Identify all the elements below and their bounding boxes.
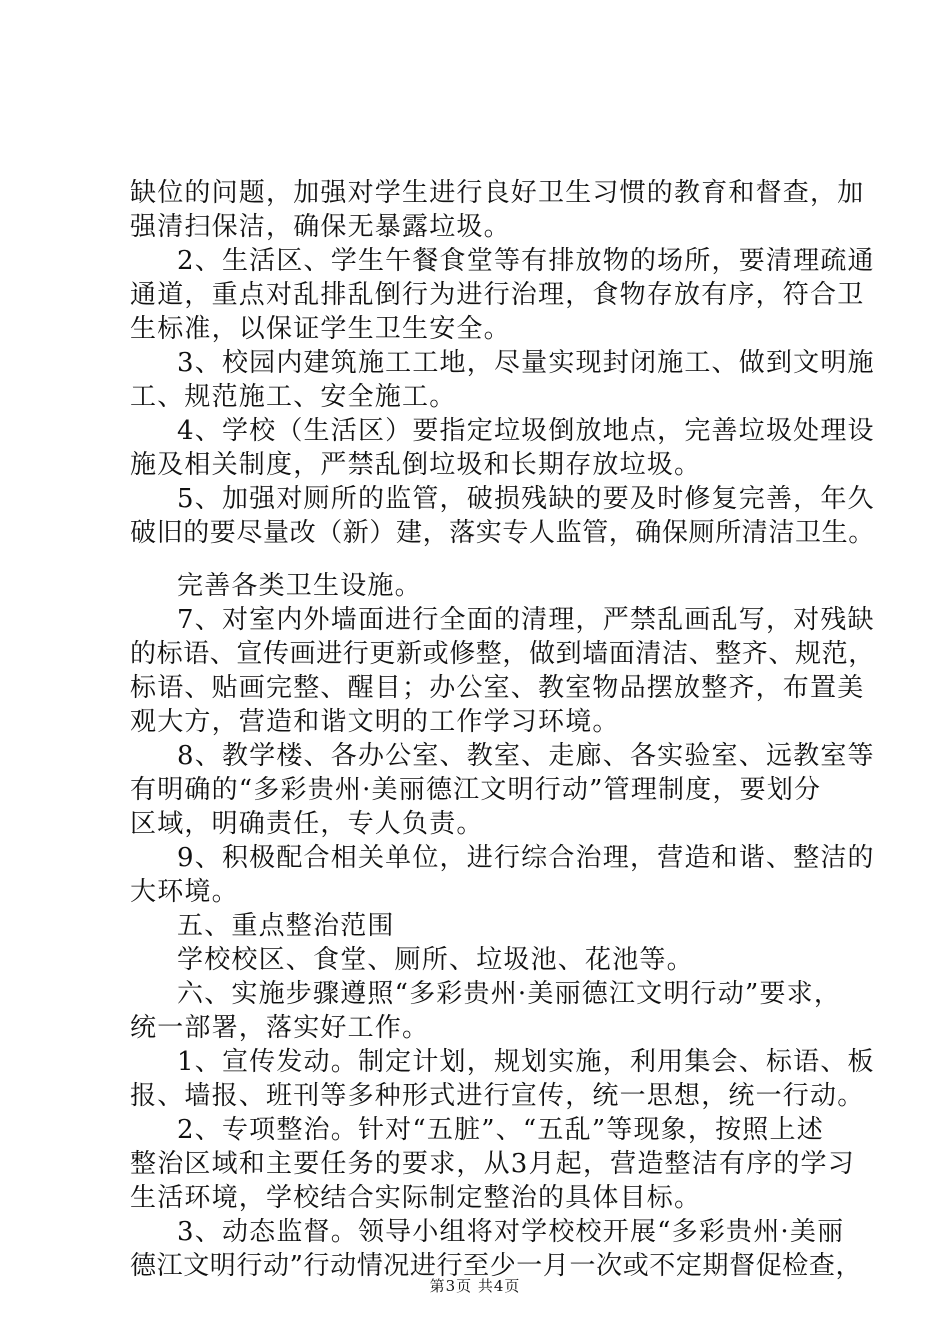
text-line: 六、实施步骤遵照“多彩贵州·美丽德江文明行动”要求， xyxy=(177,979,842,1009)
text-line: 学校校区、食堂、厕所、垃圾池、花池等。 xyxy=(177,945,694,975)
text-line: 1、宣传发动。制定计划，规划实施，利用集会、标语、板 xyxy=(177,1047,875,1077)
text-line: 3、校园内建筑施工工地，尽量实现封闭施工、做到文明施 xyxy=(177,348,875,378)
text-line: 五、重点整治范围 xyxy=(177,911,395,941)
text-line: 统一部署，落实好工作。 xyxy=(130,1013,430,1043)
text-line: 工、规范施工、安全施工。 xyxy=(130,382,457,412)
text-line: 区域，明确责任，专人负责。 xyxy=(130,809,484,839)
text-line: 8、教学楼、各办公室、教室、走廊、各实验室、远教室等 xyxy=(177,741,875,771)
text-line: 整治区域和主要任务的要求，从3月起，营造整洁有序的学习 xyxy=(130,1149,855,1179)
text-line: 施及相关制度，严禁乱倒垃圾和长期存放垃圾。 xyxy=(130,450,702,480)
text-line: 9、积极配合相关单位，进行综合治理，营造和谐、整洁的 xyxy=(177,843,875,873)
text-line: 报、墙报、班刊等多种形式进行宣传，统一思想，统一行动。 xyxy=(130,1081,865,1111)
text-line: 标语、贴画完整、醒目；办公室、教室物品摆放整齐，布置美 xyxy=(130,673,865,703)
text-line: 2、专项整治。针对“五脏”、“五乱”等现象，按照上述 xyxy=(177,1115,824,1145)
text-line: 生活环境，学校结合实际制定整治的具体目标。 xyxy=(130,1183,702,1213)
text-line: 德江文明行动”行动情况进行至少一月一次或不定期督促检查， xyxy=(130,1251,863,1281)
text-line: 大环境。 xyxy=(130,877,239,907)
text-line: 完善各类卫生设施。 xyxy=(177,571,422,601)
text-line: 有明确的“多彩贵州·美丽德江文明行动”管理制度，要划分 xyxy=(130,775,822,805)
text-line: 2、生活区、学生午餐食堂等有排放物的场所，要清理疏通 xyxy=(177,246,875,276)
text-line: 缺位的问题，加强对学生进行良好卫生习惯的教育和督查，加 xyxy=(130,178,865,208)
text-line: 强清扫保洁，确保无暴露垃圾。 xyxy=(130,212,511,242)
text-line: 破旧的要尽量改（新）建，落实专人监管，确保厕所清洁卫生。 xyxy=(130,518,875,548)
text-line: 通道，重点对乱排乱倒行为进行治理，食物存放有序，符合卫 xyxy=(130,280,865,310)
page-number-footer: 第3页 共4页 xyxy=(429,1277,521,1295)
text-line: 7、对室内外墙面进行全面的清理，严禁乱画乱写，对残缺 xyxy=(177,605,875,635)
text-line: 4、学校（生活区）要指定垃圾倒放地点，完善垃圾处理设 xyxy=(177,416,875,446)
text-line: 5、加强对厕所的监管，破损残缺的要及时修复完善，年久 xyxy=(177,484,875,514)
text-line: 生标准，以保证学生卫生安全。 xyxy=(130,314,511,344)
text-line: 3、动态监督。领导小组将对学校校开展“多彩贵州·美丽 xyxy=(177,1217,845,1247)
text-line: 观大方，营造和谐文明的工作学习环境。 xyxy=(130,707,620,737)
text-line: 的标语、宣传画进行更新或修整，做到墙面清洁、整齐、规范， xyxy=(130,639,875,669)
